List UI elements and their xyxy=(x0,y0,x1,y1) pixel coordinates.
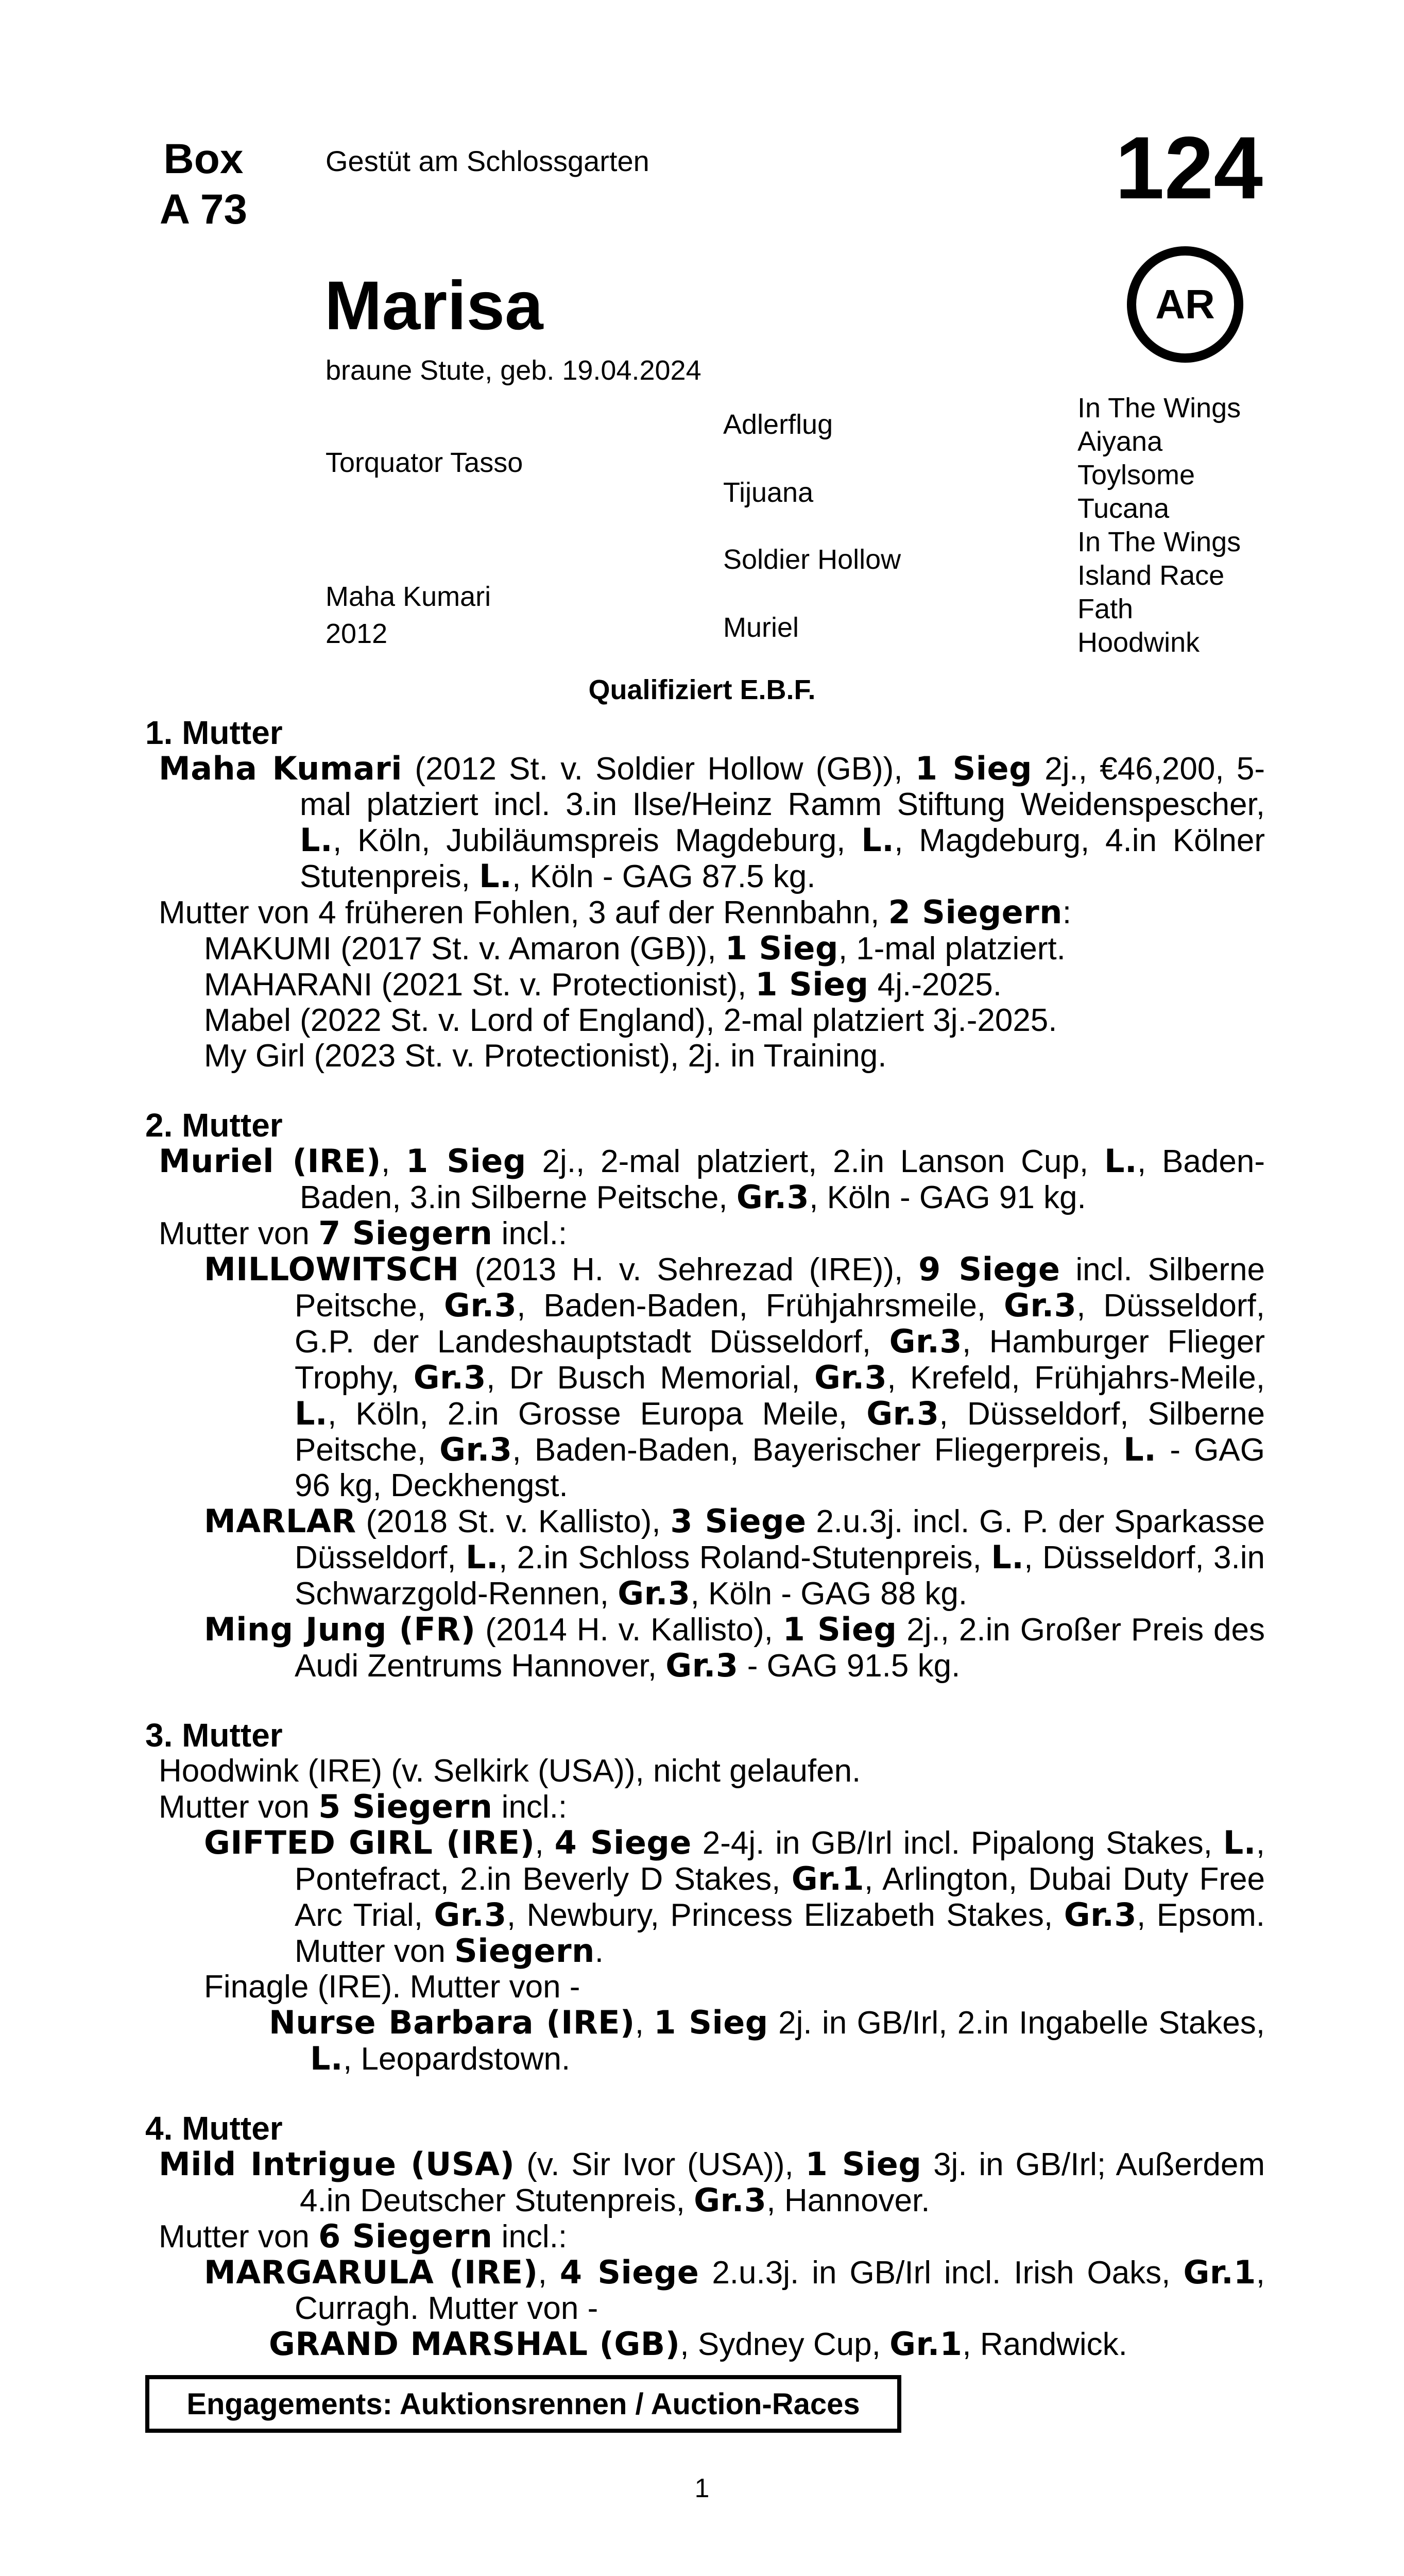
dam-name: Maha Kumari xyxy=(159,750,403,787)
pedigree-great-grandparent: In The Wings xyxy=(1077,527,1241,557)
lot-number: 124 xyxy=(1115,118,1263,217)
offspring-entry: My Girl (2023 St. v. Protectionist), 2j. in Training. xyxy=(204,1038,887,1074)
pedigree-grandparent: Muriel xyxy=(723,612,799,643)
produce-summary: Mutter von 6 Siegern incl.: xyxy=(159,2217,568,2255)
pedigree-dam-year: 2012 xyxy=(326,618,388,649)
pedigree-great-grandparent: Tucana xyxy=(1077,493,1170,524)
offspring-entry: MILLOWITSCH (2013 H. v. Sehrezad (IRE)), 9 Siege incl. Silberne Peitsche, Gr.3, Baden-Baden, Frühjahrsmeile, Gr.3, Düsseldorf, G.P. der Landeshauptstadt Düsseldorf, Gr.3, Hamburger Flieger Trophy, Gr.3, Dr Busch Memorial, Gr.3, Krefeld, Frühjahrs-Meile, L., Köln, 2.in Grosse Europa Meile, Gr.3, Düsseldorf, Silberne Peitsche, Gr.3, Baden-Baden, Bayerischer Fliegerpreis, L. - GAG 96 kg, Deckhengst. xyxy=(204,1250,1265,1503)
qualification: Qualifiziert E.B.F. xyxy=(588,674,816,705)
pedigree-great-grandparent: Hoodwink xyxy=(1077,627,1200,658)
dam-line-content xyxy=(145,715,1265,2362)
pedigree-great-grandparent: Fath xyxy=(1077,594,1134,624)
dam-record: Muriel (IRE), 1 Sieg 2j., 2-mal platziert, 2.in Lanson Cup, L., Baden-Baden, 3.in Silberne Peitsche, Gr.3, Köln - GAG 91 kg. xyxy=(159,1142,1265,1216)
engagements-box: Engagements: Auktionsrennen / Auction-Races xyxy=(145,2375,901,2433)
offspring-entry: Ming Jung (FR) (2014 H. v. Kallisto), 1 Sieg 2j., 2.in Großer Preis des Audi Zentrums Hannover, Gr.3 - GAG 91.5 kg. xyxy=(204,1611,1265,1684)
offspring-entry: MARLAR (2018 St. v. Kallisto), 3 Siege 2.u.3j. incl. G. P. der Sparkasse Düsseldorf, L., 2.in Schloss Roland-Stutenpreis, L., Düsseldorf, 3.in Schwarzgold-Rennen, Gr.3, Köln - GAG 88 kg. xyxy=(204,1502,1265,1612)
pedigree-great-grandparent: Island Race xyxy=(1077,560,1225,591)
pedigree-dam: Maha Kumari xyxy=(326,581,491,612)
box-number: A 73 xyxy=(159,186,248,233)
pedigree-sire: Torquator Tasso xyxy=(326,447,523,478)
produce-summary: Mutter von 4 früheren Fohlen, 3 auf der Rennbahn, 2 Siegern: xyxy=(159,893,1072,931)
dam-record: Maha Kumari (2012 St. v. Soldier Hollow (GB)), 1 Sieg 2j., €46,200, 5-mal platziert incl. 3.in Ilse/Heinz Ramm Stiftung Weidenspescher, L., Köln, Jubiläumspreis Magdeburg, L., Magdeburg, 4.in Kölner Stutenpreis, L., Köln - GAG 87.5 kg. xyxy=(159,750,1265,895)
dam-record: Hoodwink (IRE) (v. Selkirk (USA)), nicht gelaufen. xyxy=(159,1753,861,1789)
section-title-mutter2: 2. Mutter xyxy=(145,1107,283,1144)
grand-offspring-entry: GRAND MARSHAL (GB), Sydney Cup, Gr.1, Randwick. xyxy=(269,2325,1127,2363)
pedigree-grandparent: Soldier Hollow xyxy=(723,544,901,575)
horse-description: braune Stute, geb. 19.04.2024 xyxy=(326,355,701,386)
dam-record: Mild Intrigue (USA) (v. Sir Ivor (USA)), 1 Sieg 3j. in GB/Irl; Außerdem 4.in Deutscher Stutenpreis, Gr.3, Hannover. xyxy=(159,2145,1265,2219)
offspring-entry: Finagle (IRE). Mutter von - xyxy=(204,1969,580,2005)
box-label xyxy=(139,134,268,235)
page-number: 1 xyxy=(694,2473,710,2503)
offspring-entry: GIFTED GIRL (IRE), 4 Siege 2-4j. in GB/Irl incl. Pipalong Stakes, L., Pontefract, 2.in Beverly D Stakes, Gr.1, Arlington, Dubai Duty Free Arc Trial, Gr.3, Newbury, Princess Elizabeth Stakes, Gr.3, Epsom. Mutter von Siegern. xyxy=(204,1824,1265,1970)
pedigree-grandparent: Tijuana xyxy=(723,477,814,508)
ar-badge: AR xyxy=(1127,246,1243,363)
dam-name: Mild Intrigue (USA) xyxy=(159,2145,515,2183)
produce-summary: Mutter von 7 Siegern incl.: xyxy=(159,1214,568,1252)
box-label-line1: Box xyxy=(163,135,244,182)
offspring-entry: MAHARANI (2021 St. v. Protectionist), 1 Sieg 4j.-2025. xyxy=(204,965,1002,1003)
section-title-mutter1: 1. Mutter xyxy=(145,714,283,751)
horse-name: Marisa xyxy=(324,267,543,344)
offspring-entry: Mabel (2022 St. v. Lord of England), 2-mal platziert 3j.-2025. xyxy=(204,1003,1057,1038)
produce-summary: Mutter von 5 Siegern incl.: xyxy=(159,1788,568,1825)
breeder: Gestüt am Schlossgarten xyxy=(326,145,649,177)
pedigree-great-grandparent: In The Wings xyxy=(1077,393,1241,423)
pedigree-great-grandparent: Toylsome xyxy=(1077,460,1195,490)
offspring-entry: MARGARULA (IRE), 4 Siege 2.u.3j. in GB/Irl incl. Irish Oaks, Gr.1, Curragh. Mutter von - xyxy=(204,2253,1265,2326)
offspring-entry: MAKUMI (2017 St. v. Amaron (GB)), 1 Sieg, 1-mal platziert. xyxy=(204,929,1066,967)
pedigree-grandparent: Adlerflug xyxy=(723,409,833,440)
grand-offspring-entry: Nurse Barbara (IRE), 1 Sieg 2j. in GB/Irl, 2.in Ingabelle Stakes, L., Leopardstown. xyxy=(269,2004,1265,2077)
section-title-mutter4: 4. Mutter xyxy=(145,2110,283,2147)
pedigree-great-grandparent: Aiyana xyxy=(1077,426,1163,457)
section-title-mutter3: 3. Mutter xyxy=(145,1717,283,1754)
dam-name: Muriel (IRE) xyxy=(159,1142,381,1180)
